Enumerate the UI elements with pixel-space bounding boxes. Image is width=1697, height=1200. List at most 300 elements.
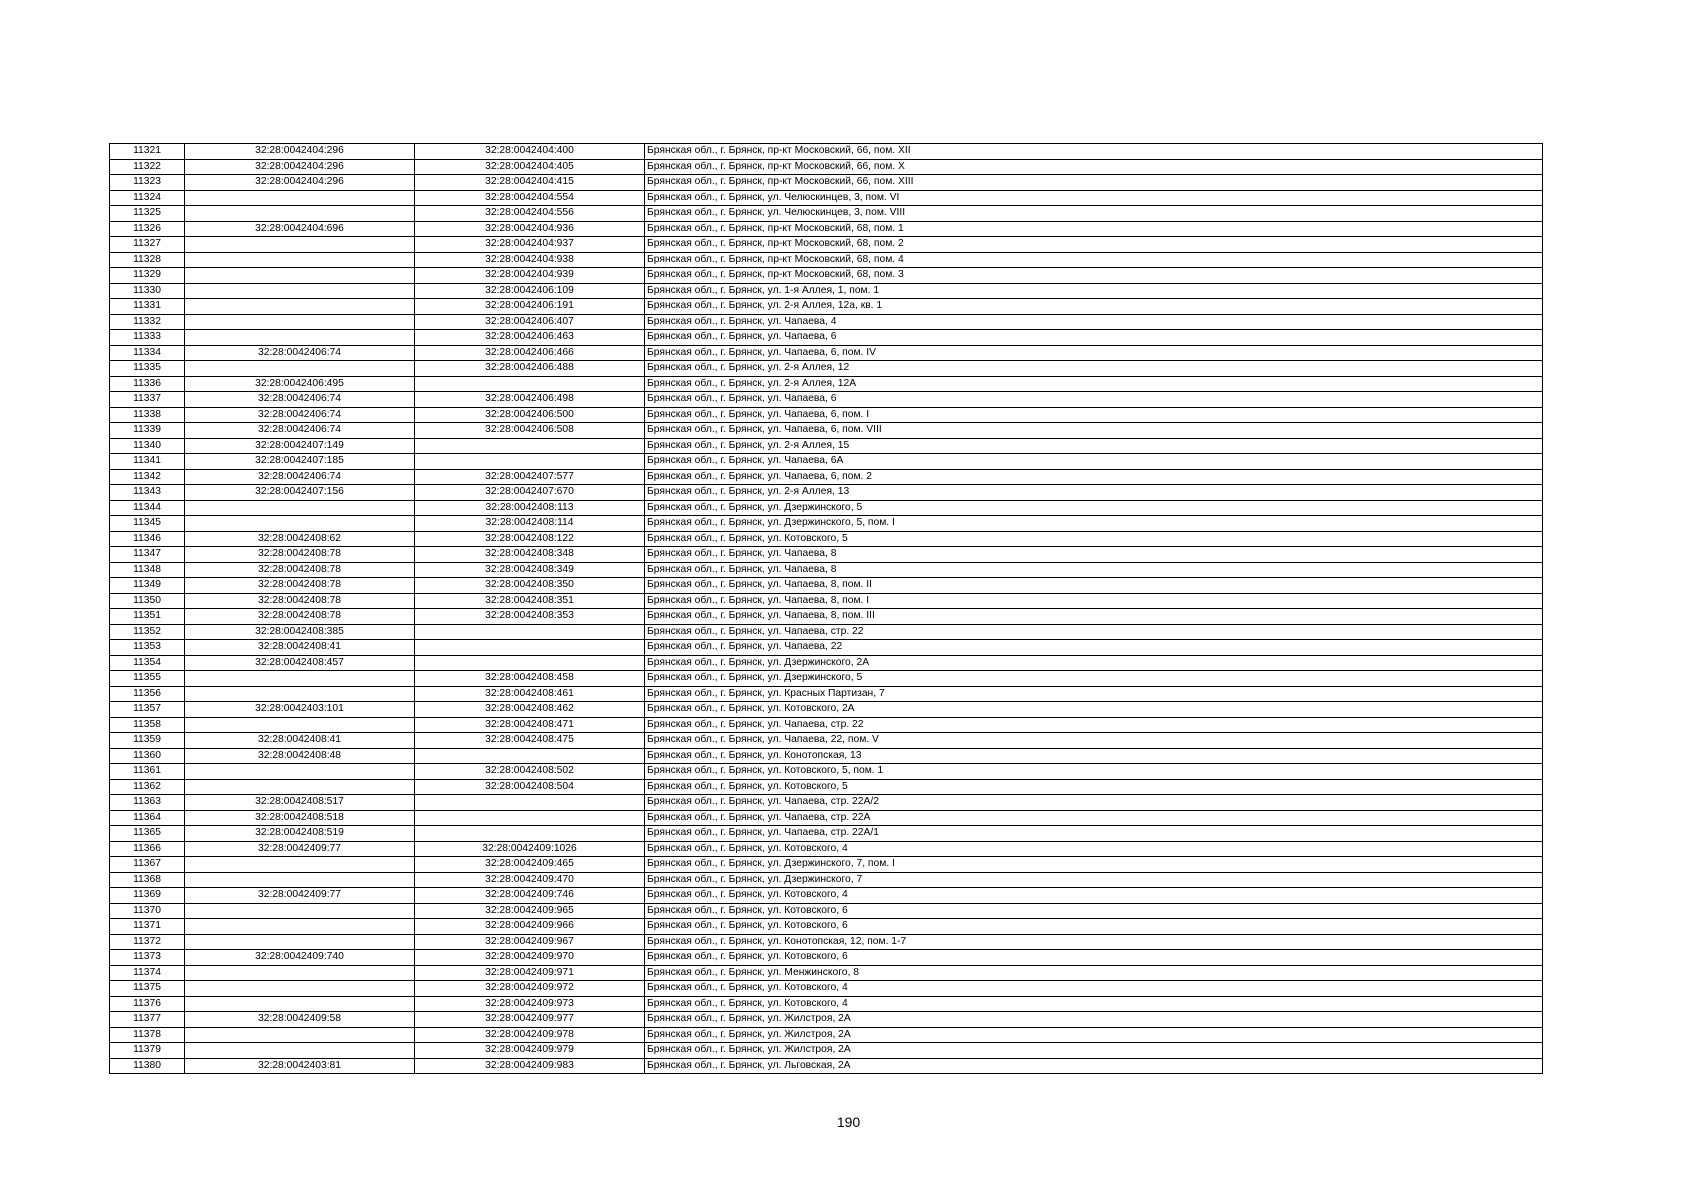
address-cell: Брянская обл., г. Брянск, ул. Чапаева, 8 [645, 547, 1543, 563]
table-row [110, 1027, 1543, 1043]
row-number-cell: 11362 [110, 779, 185, 795]
row-number-cell: 11332 [110, 314, 185, 330]
row-number-cell: 11341 [110, 454, 185, 470]
parent-cadastral-number-cell: 32:28:0042408:519 [185, 826, 415, 842]
row-number-cell: 11357 [110, 702, 185, 718]
object-cadastral-number-cell: 32:28:0042406:463 [415, 330, 645, 346]
parent-cadastral-number-cell: 32:28:0042409:77 [185, 888, 415, 904]
table-row [110, 764, 1543, 780]
object-cadastral-number-cell: 32:28:0042406:407 [415, 314, 645, 330]
table-row [110, 547, 1543, 563]
table-row [110, 686, 1543, 702]
table-row [110, 624, 1543, 640]
address-cell: Брянская обл., г. Брянск, ул. Чапаева, 6А [645, 454, 1543, 470]
parent-cadastral-number-cell [185, 299, 415, 315]
parent-cadastral-number-cell: 32:28:0042403:81 [185, 1058, 415, 1074]
address-cell: Брянская обл., г. Брянск, ул. Дзержинского, 5, пом. I [645, 516, 1543, 532]
object-cadastral-number-cell: 32:28:0042409:972 [415, 981, 645, 997]
parent-cadastral-number-cell [185, 779, 415, 795]
address-cell: Брянская обл., г. Брянск, ул. Чапаева, 8 [645, 562, 1543, 578]
row-number-cell: 11331 [110, 299, 185, 315]
address-cell: Брянская обл., г. Брянск, пр-кт Московский, 66, пом. XIII [645, 175, 1543, 191]
table-row [110, 717, 1543, 733]
parent-cadastral-number-cell: 32:28:0042408:41 [185, 733, 415, 749]
object-cadastral-number-cell: 32:28:0042408:348 [415, 547, 645, 563]
address-cell: Брянская обл., г. Брянск, ул. Дзержинского, 5 [645, 671, 1543, 687]
row-number-cell: 11373 [110, 950, 185, 966]
object-cadastral-number-cell: 32:28:0042408:353 [415, 609, 645, 625]
table-row [110, 950, 1543, 966]
parent-cadastral-number-cell: 32:28:0042408:385 [185, 624, 415, 640]
row-number-cell: 11377 [110, 1012, 185, 1028]
object-cadastral-number-cell: 32:28:0042404:400 [415, 144, 645, 160]
object-cadastral-number-cell: 32:28:0042409:967 [415, 934, 645, 950]
row-number-cell: 11371 [110, 919, 185, 935]
address-cell: Брянская обл., г. Брянск, ул. Конотопская, 12, пом. 1-7 [645, 934, 1543, 950]
table-row [110, 965, 1543, 981]
parent-cadastral-number-cell: 32:28:0042409:58 [185, 1012, 415, 1028]
object-cadastral-number-cell: 32:28:0042404:938 [415, 252, 645, 268]
row-number-cell: 11333 [110, 330, 185, 346]
parent-cadastral-number-cell: 32:28:0042407:149 [185, 438, 415, 454]
row-number-cell: 11356 [110, 686, 185, 702]
registry-table [109, 143, 1543, 1074]
page-number: 190 [836, 1114, 861, 1130]
table-row [110, 1012, 1543, 1028]
parent-cadastral-number-cell: 32:28:0042408:457 [185, 655, 415, 671]
row-number-cell: 11351 [110, 609, 185, 625]
address-cell: Брянская обл., г. Брянск, ул. Чапаева, 8, пом. II [645, 578, 1543, 594]
object-cadastral-number-cell: 32:28:0042406:466 [415, 345, 645, 361]
address-cell: Брянская обл., г. Брянск, ул. Жилстроя, 2А [645, 1012, 1543, 1028]
row-number-cell: 11339 [110, 423, 185, 439]
row-number-cell: 11379 [110, 1043, 185, 1059]
parent-cadastral-number-cell: 32:28:0042404:296 [185, 159, 415, 175]
object-cadastral-number-cell: 32:28:0042406:500 [415, 407, 645, 423]
object-cadastral-number-cell [415, 438, 645, 454]
row-number-cell: 11380 [110, 1058, 185, 1074]
parent-cadastral-number-cell [185, 283, 415, 299]
object-cadastral-number-cell: 32:28:0042404:937 [415, 237, 645, 253]
parent-cadastral-number-cell: 32:28:0042408:48 [185, 748, 415, 764]
address-cell: Брянская обл., г. Брянск, пр-кт Московский, 66, пом. XII [645, 144, 1543, 160]
parent-cadastral-number-cell: 32:28:0042404:696 [185, 221, 415, 237]
object-cadastral-number-cell: 32:28:0042408:350 [415, 578, 645, 594]
object-cadastral-number-cell: 32:28:0042404:556 [415, 206, 645, 222]
row-number-cell: 11347 [110, 547, 185, 563]
row-number-cell: 11353 [110, 640, 185, 656]
object-cadastral-number-cell: 32:28:0042408:461 [415, 686, 645, 702]
parent-cadastral-number-cell: 32:28:0042406:495 [185, 376, 415, 392]
parent-cadastral-number-cell: 32:28:0042409:740 [185, 950, 415, 966]
parent-cadastral-number-cell: 32:28:0042407:156 [185, 485, 415, 501]
object-cadastral-number-cell: 32:28:0042408:458 [415, 671, 645, 687]
table-row [110, 919, 1543, 935]
row-number-cell: 11322 [110, 159, 185, 175]
parent-cadastral-number-cell [185, 686, 415, 702]
table-row [110, 469, 1543, 485]
address-cell: Брянская обл., г. Брянск, ул. Чапаева, 6, пом. IV [645, 345, 1543, 361]
parent-cadastral-number-cell: 32:28:0042406:74 [185, 423, 415, 439]
parent-cadastral-number-cell [185, 206, 415, 222]
parent-cadastral-number-cell [185, 516, 415, 532]
object-cadastral-number-cell: 32:28:0042409:973 [415, 996, 645, 1012]
object-cadastral-number-cell: 32:28:0042409:983 [415, 1058, 645, 1074]
address-cell: Брянская обл., г. Брянск, ул. Чапаева, стр. 22А/2 [645, 795, 1543, 811]
row-number-cell: 11346 [110, 531, 185, 547]
table-row [110, 810, 1543, 826]
object-cadastral-number-cell: 32:28:0042408:113 [415, 500, 645, 516]
address-cell: Брянская обл., г. Брянск, ул. Жилстроя, 2А [645, 1043, 1543, 1059]
address-cell: Брянская обл., г. Брянск, пр-кт Московский, 66, пом. X [645, 159, 1543, 175]
parent-cadastral-number-cell [185, 934, 415, 950]
address-cell: Брянская обл., г. Брянск, ул. Менжинского, 8 [645, 965, 1543, 981]
table-row [110, 748, 1543, 764]
table-row [110, 702, 1543, 718]
parent-cadastral-number-cell [185, 361, 415, 377]
table-row [110, 175, 1543, 191]
table-row [110, 857, 1543, 873]
row-number-cell: 11364 [110, 810, 185, 826]
object-cadastral-number-cell: 32:28:0042409:965 [415, 903, 645, 919]
table-row [110, 826, 1543, 842]
table-row [110, 1043, 1543, 1059]
row-number-cell: 11338 [110, 407, 185, 423]
address-cell: Брянская обл., г. Брянск, ул. Чапаева, стр. 22 [645, 624, 1543, 640]
table-row [110, 361, 1543, 377]
parent-cadastral-number-cell: 32:28:0042408:78 [185, 578, 415, 594]
parent-cadastral-number-cell: 32:28:0042406:74 [185, 345, 415, 361]
address-cell: Брянская обл., г. Брянск, ул. Чапаева, 6, пом. VIII [645, 423, 1543, 439]
object-cadastral-number-cell [415, 826, 645, 842]
table-row [110, 423, 1543, 439]
parent-cadastral-number-cell [185, 190, 415, 206]
row-number-cell: 11365 [110, 826, 185, 842]
row-number-cell: 11334 [110, 345, 185, 361]
object-cadastral-number-cell: 32:28:0042409:977 [415, 1012, 645, 1028]
address-cell: Брянская обл., г. Брянск, ул. Конотопская, 13 [645, 748, 1543, 764]
parent-cadastral-number-cell: 32:28:0042408:78 [185, 609, 415, 625]
table-row [110, 159, 1543, 175]
table-row [110, 888, 1543, 904]
address-cell: Брянская обл., г. Брянск, ул. Котовского, 6 [645, 919, 1543, 935]
address-cell: Брянская обл., г. Брянск, ул. Чапаева, 22 [645, 640, 1543, 656]
object-cadastral-number-cell: 32:28:0042408:122 [415, 531, 645, 547]
table-row [110, 562, 1543, 578]
object-cadastral-number-cell: 32:28:0042409:746 [415, 888, 645, 904]
table-row [110, 314, 1543, 330]
row-number-cell: 11330 [110, 283, 185, 299]
row-number-cell: 11342 [110, 469, 185, 485]
table-row [110, 392, 1543, 408]
parent-cadastral-number-cell [185, 764, 415, 780]
row-number-cell: 11345 [110, 516, 185, 532]
row-number-cell: 11361 [110, 764, 185, 780]
object-cadastral-number-cell: 32:28:0042409:979 [415, 1043, 645, 1059]
address-cell: Брянская обл., г. Брянск, ул. Чапаева, 6, пом. 2 [645, 469, 1543, 485]
address-cell: Брянская обл., г. Брянск, ул. Котовского, 4 [645, 888, 1543, 904]
row-number-cell: 11376 [110, 996, 185, 1012]
object-cadastral-number-cell [415, 640, 645, 656]
table-row [110, 655, 1543, 671]
parent-cadastral-number-cell [185, 965, 415, 981]
table-row [110, 299, 1543, 315]
object-cadastral-number-cell: 32:28:0042406:109 [415, 283, 645, 299]
address-cell: Брянская обл., г. Брянск, ул. Котовского, 2А [645, 702, 1543, 718]
parent-cadastral-number-cell [185, 1043, 415, 1059]
table-row [110, 903, 1543, 919]
table-row [110, 144, 1543, 160]
object-cadastral-number-cell [415, 748, 645, 764]
address-cell: Брянская обл., г. Брянск, ул. Челюскинцев, 3, пом. VI [645, 190, 1543, 206]
row-number-cell: 11349 [110, 578, 185, 594]
table-row [110, 578, 1543, 594]
address-cell: Брянская обл., г. Брянск, ул. Чапаева, 8, пом. I [645, 593, 1543, 609]
address-cell: Брянская обл., г. Брянск, ул. Льговская, 2А [645, 1058, 1543, 1074]
address-cell: Брянская обл., г. Брянск, ул. 1-я Аллея, 1, пом. 1 [645, 283, 1543, 299]
address-cell: Брянская обл., г. Брянск, пр-кт Московский, 68, пом. 3 [645, 268, 1543, 284]
table-row [110, 407, 1543, 423]
table-row [110, 345, 1543, 361]
object-cadastral-number-cell [415, 376, 645, 392]
object-cadastral-number-cell: 32:28:0042409:1026 [415, 841, 645, 857]
address-cell: Брянская обл., г. Брянск, ул. Чапаева, стр. 22А/1 [645, 826, 1543, 842]
parent-cadastral-number-cell [185, 314, 415, 330]
table-row [110, 190, 1543, 206]
parent-cadastral-number-cell [185, 717, 415, 733]
object-cadastral-number-cell: 32:28:0042404:936 [415, 221, 645, 237]
address-cell: Брянская обл., г. Брянск, ул. Жилстроя, 2А [645, 1027, 1543, 1043]
table-row [110, 671, 1543, 687]
address-cell: Брянская обл., г. Брянск, ул. Котовского, 4 [645, 981, 1543, 997]
row-number-cell: 11352 [110, 624, 185, 640]
parent-cadastral-number-cell [185, 857, 415, 873]
address-cell: Брянская обл., г. Брянск, ул. 2-я Аллея, 12 [645, 361, 1543, 377]
object-cadastral-number-cell: 32:28:0042406:191 [415, 299, 645, 315]
table-row [110, 454, 1543, 470]
parent-cadastral-number-cell: 32:28:0042404:296 [185, 175, 415, 191]
row-number-cell: 11325 [110, 206, 185, 222]
address-cell: Брянская обл., г. Брянск, ул. Красных Партизан, 7 [645, 686, 1543, 702]
table-row [110, 531, 1543, 547]
parent-cadastral-number-cell [185, 919, 415, 935]
row-number-cell: 11375 [110, 981, 185, 997]
table-row [110, 485, 1543, 501]
parent-cadastral-number-cell: 32:28:0042408:78 [185, 593, 415, 609]
table-row [110, 237, 1543, 253]
address-cell: Брянская обл., г. Брянск, ул. Котовского, 6 [645, 903, 1543, 919]
table-row [110, 733, 1543, 749]
table-row [110, 330, 1543, 346]
table-row [110, 640, 1543, 656]
row-number-cell: 11367 [110, 857, 185, 873]
parent-cadastral-number-cell [185, 671, 415, 687]
object-cadastral-number-cell: 32:28:0042408:351 [415, 593, 645, 609]
parent-cadastral-number-cell [185, 237, 415, 253]
object-cadastral-number-cell: 32:28:0042408:114 [415, 516, 645, 532]
parent-cadastral-number-cell [185, 872, 415, 888]
parent-cadastral-number-cell: 32:28:0042408:517 [185, 795, 415, 811]
row-number-cell: 11368 [110, 872, 185, 888]
row-number-cell: 11336 [110, 376, 185, 392]
object-cadastral-number-cell: 32:28:0042406:488 [415, 361, 645, 377]
row-number-cell: 11372 [110, 934, 185, 950]
parent-cadastral-number-cell [185, 996, 415, 1012]
table-row [110, 1058, 1543, 1074]
object-cadastral-number-cell [415, 810, 645, 826]
address-cell: Брянская обл., г. Брянск, ул. Котовского, 4 [645, 841, 1543, 857]
object-cadastral-number-cell: 32:28:0042409:970 [415, 950, 645, 966]
object-cadastral-number-cell [415, 624, 645, 640]
row-number-cell: 11326 [110, 221, 185, 237]
row-number-cell: 11324 [110, 190, 185, 206]
row-number-cell: 11358 [110, 717, 185, 733]
address-cell: Брянская обл., г. Брянск, ул. Чапаева, 4 [645, 314, 1543, 330]
row-number-cell: 11335 [110, 361, 185, 377]
parent-cadastral-number-cell: 32:28:0042403:101 [185, 702, 415, 718]
address-cell: Брянская обл., г. Брянск, ул. Дзержинского, 7 [645, 872, 1543, 888]
row-number-cell: 11366 [110, 841, 185, 857]
address-cell: Брянская обл., г. Брянск, ул. Чапаева, 8, пом. III [645, 609, 1543, 625]
parent-cadastral-number-cell [185, 1027, 415, 1043]
object-cadastral-number-cell [415, 454, 645, 470]
parent-cadastral-number-cell [185, 903, 415, 919]
address-cell: Брянская обл., г. Брянск, ул. Чапаева, стр. 22А [645, 810, 1543, 826]
table-row [110, 841, 1543, 857]
table-row [110, 376, 1543, 392]
row-number-cell: 11363 [110, 795, 185, 811]
parent-cadastral-number-cell: 32:28:0042406:74 [185, 469, 415, 485]
address-cell: Брянская обл., г. Брянск, пр-кт Московский, 68, пом. 4 [645, 252, 1543, 268]
parent-cadastral-number-cell: 32:28:0042408:78 [185, 547, 415, 563]
object-cadastral-number-cell [415, 795, 645, 811]
table-row [110, 283, 1543, 299]
address-cell: Брянская обл., г. Брянск, ул. 2-я Аллея, 13 [645, 485, 1543, 501]
address-cell: Брянская обл., г. Брянск, ул. Котовского, 5, пом. 1 [645, 764, 1543, 780]
table-row [110, 934, 1543, 950]
object-cadastral-number-cell: 32:28:0042409:470 [415, 872, 645, 888]
object-cadastral-number-cell [415, 655, 645, 671]
parent-cadastral-number-cell: 32:28:0042406:74 [185, 407, 415, 423]
address-cell: Брянская обл., г. Брянск, ул. Дзержинского, 5 [645, 500, 1543, 516]
object-cadastral-number-cell: 32:28:0042408:349 [415, 562, 645, 578]
parent-cadastral-number-cell [185, 330, 415, 346]
row-number-cell: 11337 [110, 392, 185, 408]
parent-cadastral-number-cell: 32:28:0042408:78 [185, 562, 415, 578]
address-cell: Брянская обл., г. Брянск, ул. Чапаева, 6 [645, 392, 1543, 408]
address-cell: Брянская обл., г. Брянск, ул. Челюскинцев, 3, пом. VIII [645, 206, 1543, 222]
row-number-cell: 11327 [110, 237, 185, 253]
address-cell: Брянская обл., г. Брянск, пр-кт Московский, 68, пом. 2 [645, 237, 1543, 253]
parent-cadastral-number-cell: 32:28:0042408:62 [185, 531, 415, 547]
row-number-cell: 11374 [110, 965, 185, 981]
parent-cadastral-number-cell: 32:28:0042406:74 [185, 392, 415, 408]
row-number-cell: 11378 [110, 1027, 185, 1043]
address-cell: Брянская обл., г. Брянск, ул. Чапаева, 6, пом. I [645, 407, 1543, 423]
parent-cadastral-number-cell [185, 981, 415, 997]
object-cadastral-number-cell: 32:28:0042407:577 [415, 469, 645, 485]
object-cadastral-number-cell: 32:28:0042406:498 [415, 392, 645, 408]
parent-cadastral-number-cell: 32:28:0042408:518 [185, 810, 415, 826]
row-number-cell: 11355 [110, 671, 185, 687]
parent-cadastral-number-cell: 32:28:0042407:185 [185, 454, 415, 470]
table-row [110, 609, 1543, 625]
table-row [110, 268, 1543, 284]
table-row [110, 252, 1543, 268]
table-row [110, 206, 1543, 222]
parent-cadastral-number-cell [185, 252, 415, 268]
row-number-cell: 11370 [110, 903, 185, 919]
object-cadastral-number-cell: 32:28:0042404:554 [415, 190, 645, 206]
table-row [110, 981, 1543, 997]
parent-cadastral-number-cell: 32:28:0042408:41 [185, 640, 415, 656]
object-cadastral-number-cell: 32:28:0042408:471 [415, 717, 645, 733]
address-cell: Брянская обл., г. Брянск, ул. Котовского, 5 [645, 779, 1543, 795]
table-row [110, 516, 1543, 532]
address-cell: Брянская обл., г. Брянск, ул. Котовского, 4 [645, 996, 1543, 1012]
address-cell: Брянская обл., г. Брянск, ул. Чапаева, 6 [645, 330, 1543, 346]
address-cell: Брянская обл., г. Брянск, ул. 2-я Аллея, 12а, кв. 1 [645, 299, 1543, 315]
address-cell: Брянская обл., г. Брянск, ул. Котовского, 6 [645, 950, 1543, 966]
object-cadastral-number-cell: 32:28:0042404:415 [415, 175, 645, 191]
address-cell: Брянская обл., г. Брянск, ул. Чапаева, стр. 22 [645, 717, 1543, 733]
address-cell: Брянская обл., г. Брянск, ул. 2-я Аллея, 12А [645, 376, 1543, 392]
row-number-cell: 11329 [110, 268, 185, 284]
address-cell: Брянская обл., г. Брянск, ул. Чапаева, 22, пом. V [645, 733, 1543, 749]
row-number-cell: 11359 [110, 733, 185, 749]
row-number-cell: 11360 [110, 748, 185, 764]
table-row [110, 593, 1543, 609]
object-cadastral-number-cell: 32:28:0042409:978 [415, 1027, 645, 1043]
row-number-cell: 11328 [110, 252, 185, 268]
row-number-cell: 11354 [110, 655, 185, 671]
table-row [110, 872, 1543, 888]
object-cadastral-number-cell: 32:28:0042407:670 [415, 485, 645, 501]
row-number-cell: 11340 [110, 438, 185, 454]
row-number-cell: 11350 [110, 593, 185, 609]
address-cell: Брянская обл., г. Брянск, пр-кт Московский, 68, пом. 1 [645, 221, 1543, 237]
object-cadastral-number-cell: 32:28:0042408:504 [415, 779, 645, 795]
registry-table-body [110, 144, 1543, 1074]
object-cadastral-number-cell: 32:28:0042408:475 [415, 733, 645, 749]
row-number-cell: 11348 [110, 562, 185, 578]
parent-cadastral-number-cell [185, 500, 415, 516]
address-cell: Брянская обл., г. Брянск, ул. Дзержинского, 2А [645, 655, 1543, 671]
address-cell: Брянская обл., г. Брянск, ул. Дзержинского, 7, пом. I [645, 857, 1543, 873]
object-cadastral-number-cell: 32:28:0042409:966 [415, 919, 645, 935]
object-cadastral-number-cell: 32:28:0042406:508 [415, 423, 645, 439]
row-number-cell: 11343 [110, 485, 185, 501]
table-row [110, 779, 1543, 795]
parent-cadastral-number-cell: 32:28:0042404:296 [185, 144, 415, 160]
object-cadastral-number-cell: 32:28:0042404:405 [415, 159, 645, 175]
row-number-cell: 11344 [110, 500, 185, 516]
object-cadastral-number-cell: 32:28:0042408:502 [415, 764, 645, 780]
object-cadastral-number-cell: 32:28:0042408:462 [415, 702, 645, 718]
table-row [110, 795, 1543, 811]
row-number-cell: 11321 [110, 144, 185, 160]
object-cadastral-number-cell: 32:28:0042409:465 [415, 857, 645, 873]
table-row [110, 500, 1543, 516]
table-row [110, 438, 1543, 454]
table-row [110, 221, 1543, 237]
row-number-cell: 11323 [110, 175, 185, 191]
object-cadastral-number-cell: 32:28:0042404:939 [415, 268, 645, 284]
address-cell: Брянская обл., г. Брянск, ул. 2-я Аллея, 15 [645, 438, 1543, 454]
row-number-cell: 11369 [110, 888, 185, 904]
address-cell: Брянская обл., г. Брянск, ул. Котовского, 5 [645, 531, 1543, 547]
object-cadastral-number-cell: 32:28:0042409:971 [415, 965, 645, 981]
